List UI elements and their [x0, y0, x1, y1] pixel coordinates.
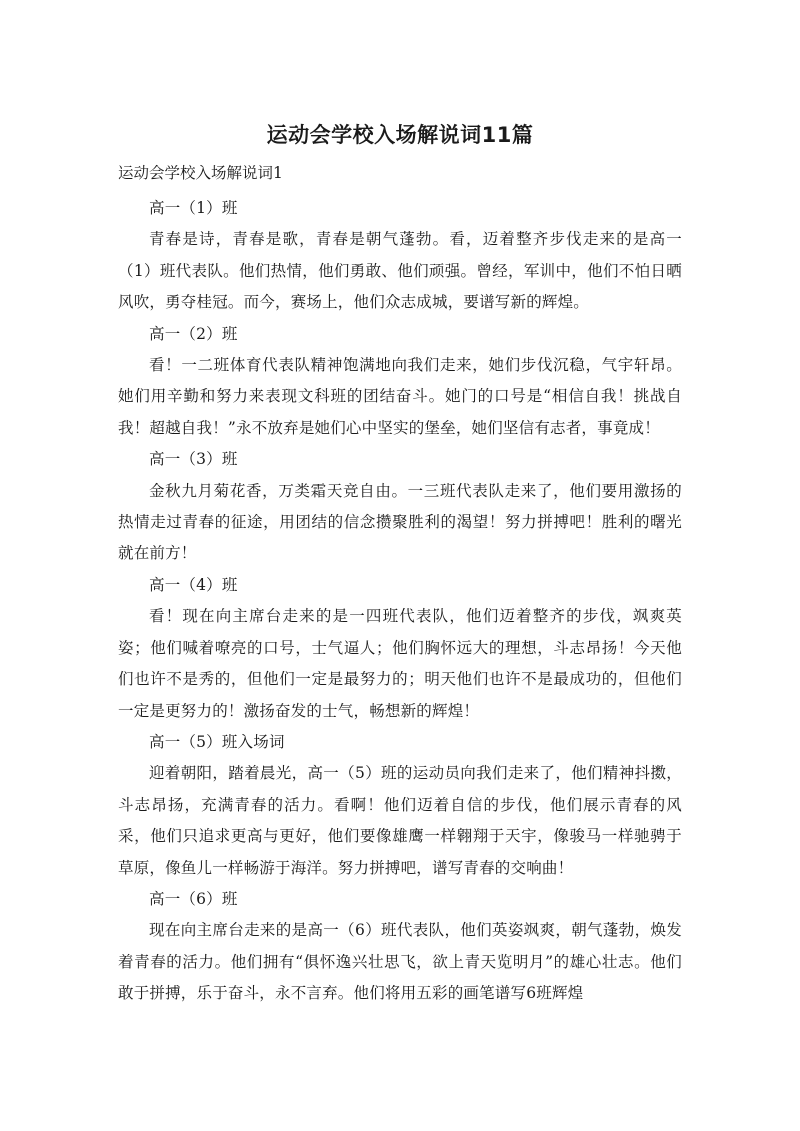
document-title: 运动会学校入场解说词11篇: [266, 123, 534, 147]
class-heading: 高一（2）班: [149, 324, 238, 343]
body-paragraph: 青春是诗，青春是歌，青春是朝气蓬勃。看，迈着整齐步伐走来的是高一（1）班代表队。他们热情，他们勇敢、他们顽强。曾经，军训中，他们不怕日晒风吹，勇夺桂冠。而今，赛场上，他们众志成城，要谱写新的辉煌。: [118, 230, 682, 312]
document-body: [118, 193, 682, 1010]
class-heading: 高一（1）班: [149, 199, 238, 217]
body-paragraph: 看！现在向主席台走来的是一四班代表队，他们迈着整齐的步伐，飒爽英姿；他们喊着嘹亮的口号，士气逼人；他们胸怀远大的理想，斗志昂扬！今天他们也许不是秀的，但他们一定是最努力的；明天他们也许不是最成功的，但他们一定是更努力的！激扬奋发的士气，畅想新的辉煌！: [118, 607, 682, 720]
class-heading: 高一（5）班入场词: [149, 732, 285, 751]
class-heading: 高一（6）班: [149, 889, 238, 908]
body-paragraph: 金秋九月菊花香，万类霜天竞自由。一三班代表队走来了，他们要用激扬的热情走过青春的征途，用团结的信念攒聚胜利的渴望！努力拼搏吧！胜利的曙光就在前方！: [118, 481, 682, 563]
body-paragraph: 现在向主席台走来的是高一（6）班代表队，他们英姿飒爽，朝气蓬勃，焕发着青春的活力。他们拥有“俱怀逸兴壮思飞，欲上青天览明月”的雄心壮志。他们敢于拼搏，乐于奋斗，永不言弃。他们将用五彩的画笔谱写6班辉煌: [118, 921, 682, 1003]
document-subtitle: 运动会学校入场解说词1: [118, 164, 283, 182]
body-paragraph: 迎着朝阳，踏着晨光，高一（5）班的运动员向我们走来了，他们精神抖擞，斗志昂扬，充满青春的活力。看啊！他们迈着自信的步伐，他们展示青春的风采，他们只追求更高与更好，他们要像雄鹰一样翱翔于天宇，像骏马一样驰骋于草原，像鱼儿一样畅游于海洋。努力拼搏吧，谱写青春的交响曲！: [118, 764, 682, 877]
class-heading: 高一（3）班: [149, 450, 238, 469]
class-heading: 高一（4）班: [149, 575, 238, 594]
body-paragraph: 看！一二班体育代表队精神饱满地向我们走来，她们步伐沉稳，气宇轩昂。她们用辛勤和努力来表现文科班的团结奋斗。她门的口号是“相信自我！挑战自我！超越自我！”永不放弃是她们心中坚实的堡垒，她们坚信有志者，事竟成！: [118, 356, 682, 437]
